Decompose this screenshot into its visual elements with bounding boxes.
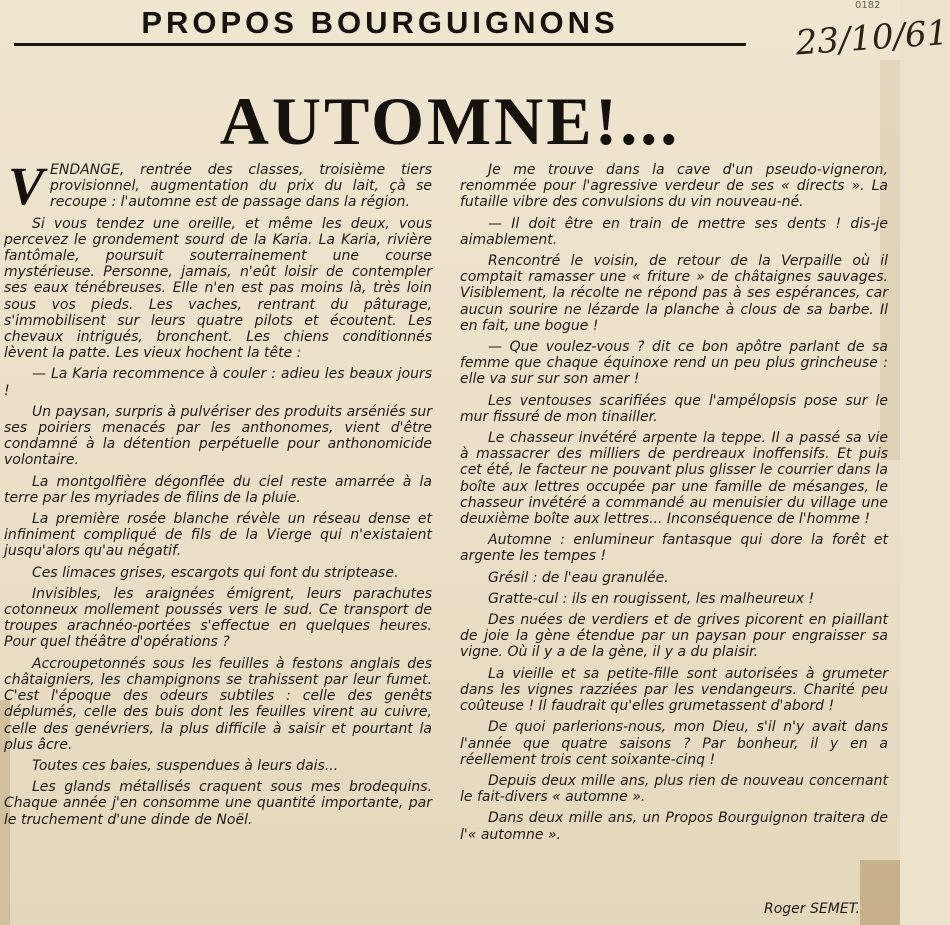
paragraph: — Que voulez-vous ? dit ce bon apôtre parlant de sa femme que chaque équinoxe rend un peu plus grincheuse : elle va sur sur son amer ! xyxy=(460,339,888,388)
paragraph: La montgolfière dégonflée du ciel reste amarrée à la terre par les myriades de filins de la pluie. xyxy=(4,473,432,506)
paragraph: Des nuées de verdiers et de grives picorent en piaillant de joie la gène étendue par un paysan pour engraisser sa vigne. Où il y a de la gène, il y a du plaisir. xyxy=(460,612,888,661)
paragraph: Gratte-cul : ils en rougissent, les malheureux ! xyxy=(488,590,815,607)
paragraph: — Il doit être en train de mettre ses dents ! dis-je aimablement. xyxy=(460,215,888,248)
paragraph: Si vous tendez une oreille, et même les deux, vous percevez le grondement sourd de la Karia. La Karia, rivière fantômale, poursuit souterrainement une course mystérieuse. Personne, jamais, n'eût loisir de contempler ses eaux ténébreuses. Elle n'en est pas moins là, très loin sous vos pieds. Les vaches, rentrant du pâturage, s'immobilisent sur leurs quatre pilots et écoutent. Les chevaux intrigués, bronchent. Les chiens conditionnés lèvent la patte. Les vieux hochent la tête : xyxy=(4,215,432,362)
paragraph: La première rosée blanche révèle un réseau dense et infiniment compliqué de fils de la Vierge qui n'existaient jusqu'alors qu'au négatif. xyxy=(4,511,432,560)
paragraph: Accroupetonnés sous les feuilles à festons anglais des châtaigniers, les champignons se trahissent par leur fumet. C'est l'époque des odeurs subtiles : celle des genêts déplumés, celle des buis dont les feuilles virent au cuivre, celle des genévriers, la plus difficile à saisir et pourtant la plus âcre. xyxy=(4,655,432,753)
dropcap: V xyxy=(8,156,45,216)
article-title: AUTOMNE!... xyxy=(219,83,681,159)
article-column-left xyxy=(4,156,432,833)
paragraph: Automne : enlumineur fantasque qui dore la forêt et argente les tempes ! xyxy=(460,532,888,565)
article-column-right xyxy=(460,162,888,848)
paragraph: — La Karia recommence à couler : adieu les beaux jours ! xyxy=(4,366,432,399)
paragraph: Les glands métallisés craquent sous mes brodequins. Chaque année j'en consomme une quantité importante, par le truchement d'une dinde de Noël. xyxy=(4,779,432,828)
paragraph: Les ventouses scarifiées que l'ampélopsis pose sur le mur fissuré de mon tinailler. xyxy=(460,392,888,425)
handwritten-date: 23/10/61 xyxy=(794,12,950,64)
paragraph: Grésil : de l'eau granulée. xyxy=(488,569,669,586)
author-signature: Roger SEMET. xyxy=(764,901,860,917)
paragraph: Rencontré le voisin, de retour de la Verpaille où il comptait ramasser une « friture » de châtaignes sauvages. Visiblement, la récolte ne répond pas à ses espérances, car aucun sourire ne lézarde la planche à clous de sa barbe. Il en fait, une bogue ! xyxy=(460,253,888,334)
paragraph: Ces limaces grises, escargots qui font du striptease. xyxy=(32,564,399,581)
paragraph: Toutes ces baies, suspendues à leurs dais... xyxy=(32,757,339,774)
column-header xyxy=(14,6,746,46)
column-name: PROPOS BOURGUIGNONS xyxy=(141,5,619,40)
paragraph: Le chasseur invétéré arpente la teppe. Il a passé sa vie à massacrer des milliers de perdreaux inoffensifs. Et puis cet été, le facteur ne pouvant plus glisser le courrier dans la boîte aux lettres occupée par une famille de mésanges, le chasseur invétéré a commandé au menuisier du village une deuxième boîte aux lettres... Inconséquence de l'homme ! xyxy=(460,430,888,528)
paragraph: Depuis deux mille ans, plus rien de nouveau concernant le fait-divers « automne ». xyxy=(460,772,888,806)
paragraph: Dans deux mille ans, un Propos Bourguignon traitera de l'« automne ». xyxy=(460,810,888,843)
paragraph: De quoi parlerions-nous, mon Dieu, s'il n'y avait dans l'année que quatre saisons ? Par bonheur, il y en a réellement trois cent soixante-cinq ! xyxy=(460,719,888,768)
paragraph: Je me trouve dans la cave d'un pseudo-vigneron, renommée pour l'agressive verdeur de ses « directs ». La futaille vibre des convulsions du vin nouveau-né. xyxy=(460,162,888,211)
page-mark: 0182 xyxy=(855,0,881,11)
paragraph: Un paysan, surpris à pulvériser des produits arséniés sur ses poiriers menacés par les anthonomes, vient d'être condamné à la détention perpétuelle pour anthonomicide volontaire. xyxy=(4,403,432,469)
paragraph: VENDANGE, rentrée des classes, troisième tiers provisionnel, augmentation du prix du lait, çà se recoupe : l'automne est de passage dans la région. xyxy=(8,156,432,216)
paragraph: Invisibles, les araignées émigrent, leurs parachutes cotonneux mollement poussés vers le sud. Ce transport de troupes arachnéo-portées s'effectue en quelques heures. Pour quel théâtre d'opérations ? xyxy=(4,585,432,651)
paragraph: La vieille et sa petite-fille sont autorisées à grumeter dans les vignes razziées par les vendangeurs. Charité peu coûteuse ! Il faudrait qu'elles grumetassent d'abord ! xyxy=(460,665,888,715)
header-rule xyxy=(14,43,746,46)
